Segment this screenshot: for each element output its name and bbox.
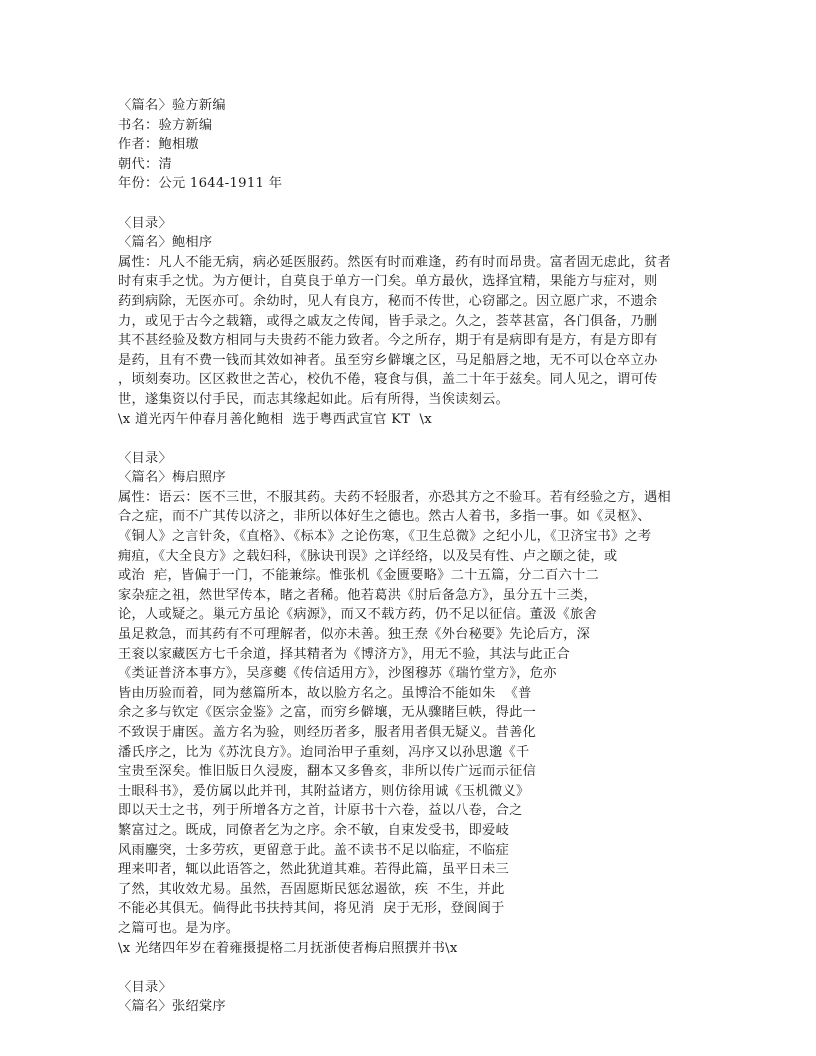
title-line: 〈篇名〉验方新编 [118,98,226,113]
text-line: 家杂症之祖，然世罕传本，睹之者稀。他若葛洪《肘后备急方》，虽分五十三类， [118,587,597,603]
text-line: 宝贵至深矣。惟旧版日久浸废，翻本又多鲁亥，非所以传广远而示征信 [118,764,537,780]
section-title: 〈篇名〉梅启照序 [118,470,226,486]
book-name-line: 书名：验方新编 [118,117,213,133]
text-line: 或治 疟，皆偏于一门，不能兼综。惟张机《金匮要略》二十五篇，分二百六十二 [118,568,600,584]
text-line: 其不甚经验及数方相同与夫贵药不能力致者。今之所存，期于有是病即有是方，有是方即有 [118,333,658,349]
text-line: 力，或见于古今之载籍，或得之戚友之传闻，皆手录之。久之，荟萃甚富，各门俱备，乃删 [118,313,658,329]
text-line: 属性：语云：医不三世，不服其药。夫药不轻服者，亦恐其方之不验耳。若有经验之方，遇相 [118,489,671,505]
section-title: 〈篇名〉鲍相序 [118,235,213,251]
toc-marker: 〈目录〉 [118,450,172,466]
toc-marker: 〈目录〉 [118,215,172,231]
text-line: 王衮以家藏医方七千余道，择其精者为《博济方》，用无不验，其法与此正合 [118,646,570,662]
preface-zhang [118,978,708,1017]
text-line: 余之多与钦定《医宗金鉴》之富，而穷乡僻壤，无从骤睹巨帙，得此一 [118,705,537,721]
text-line: 世，遂集资以付手民，而志其缘起如此。后有所得，当俟读刻云。 [118,391,510,407]
text-line: 虽足救急，而其药有不可理解者，似亦未善。独王焘《外台秘要》先论后方，深 [118,627,591,643]
text-line: 繁富过之。既成，同僚者乞为之序。余不敏，自束发受书，即爱岐 [118,822,510,838]
toc-marker: 〈目录〉 [118,979,172,995]
blank-line [118,429,708,449]
text-line: 士眼科书》，爰仿属以此并刊，其附益诸方，则仿徐用诚《玉机微义》 [118,783,530,799]
text-line: 是药，且有不费一钱而其效如神者。虽至穷乡僻壤之区，马足船唇之地，无不可以仓卒立办 [118,352,658,368]
year-line: 年份：公元 1644-1911 年 [118,176,283,192]
preface-mei [118,449,708,958]
text-line: 时有束手之忧。为方便计，自莫良于单方一门矣。单方最伙，选择宜精，果能方与症对，则 [118,274,658,290]
text-line: 不能必其俱无。倘得此书扶持其间，将见消 戾于无形，登阆阆于 [118,901,505,917]
text-line: 《铜人》之言针灸，《直格》、《标本》之论伤寒，《卫生总微》之纪小儿，《卫济宝书》之考 [118,529,652,545]
text-line: 了然，其收效尤易。虽然，吾固愿斯民惩忿遏欲，疾 不生，并此 [118,881,505,897]
signature-line: \x 光绪四年岁在着雍摄提格二月抚浙使者梅启照撰并书\x [118,940,458,956]
dynasty-line: 朝代：清 [118,156,172,172]
text-line: 风雨鏖突，士多劳疚，更留意于此。盖不读书不足以临症，不临症 [118,842,510,858]
book-metadata [118,96,708,194]
text-line: 理来叩者，辄以此语答之，然此犹道其难。若得此篇，虽平日未三 [118,862,510,878]
blank-line [118,958,708,978]
text-line: 属性：凡人不能无病，病必延医服药。然医有时而难逢，药有时而昂贵。富者固无虑此，贫者 [118,254,671,270]
text-line: 不致误于庸医。盖方名为验，则经历者多，服者用者俱无疑义。昔善化 [118,725,537,740]
preface-bao [118,214,708,430]
text-line: 药到病除，无医亦可。余幼时，见人有良方，秘而不传世，心窃鄙之。因立愿广求，不遗余 [118,293,658,309]
text-line: 潘氏序之，比为《苏沈良方》。迨同治甲子重刻，冯序又以孙思邈《千 [118,744,530,760]
text-line: 痈疽，《大全良方》之载妇科，《脉诀刊误》之详经络，以及吴有性、卢之颐之徒，或 [118,548,618,564]
section-title: 〈篇名〉张绍棠序 [118,999,226,1015]
signature-line: \x 道光丙午仲春月善化鲍相 选于粤西武宣官 KT \x [118,411,432,427]
document-page [118,96,708,1017]
text-line: ，顷刻奏功。区区救世之苦心，校仇不倦，寝食与俱，盖二十年于兹矣。同人见之，谓可传 [118,372,658,388]
text-line: 论，人或疑之。巢元方虽论《病源》，而又不载方药，仍不足以征信。董汲《旅舍 [118,607,597,623]
text-line: 皆由历验而着，同为慈篇所本，故以脸方名之。虽博洽不能如朱 《普 [118,685,532,701]
text-line: 之篇可也。是为序。 [118,920,240,936]
blank-line [118,194,708,214]
text-line: 《类证普济本事方》，吴彦夔《传信适用方》，沙图穆苏《瑞竹堂方》，危亦 [118,666,557,682]
text-line: 合之症，而不广其传以济之，非所以体好生之德也。然古人着书，多指一事。如《灵枢》、 [118,509,651,525]
text-line: 即以天士之书，列于所增各方之首，计原书十六卷，益以八卷，合之 [118,803,523,819]
author-line: 作者：鲍相璈 [118,137,199,153]
